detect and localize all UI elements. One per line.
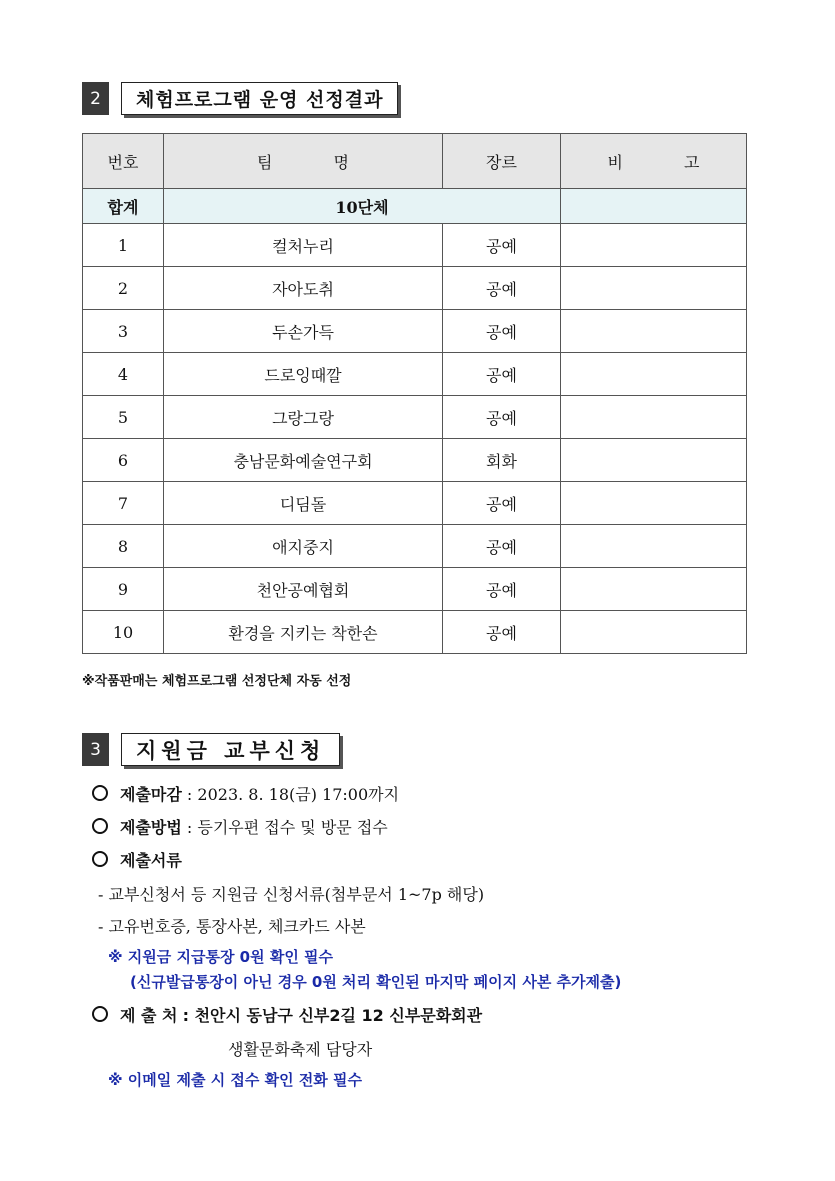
table-row <box>83 267 747 310</box>
row-team: 천안공예협회 <box>164 568 443 611</box>
submit-to-line <box>92 1003 482 1026</box>
table-row <box>83 611 747 654</box>
table-row <box>83 353 747 396</box>
email-note: ※ 이메일 제출 시 접수 확인 전화 필수 <box>108 1071 362 1089</box>
bullet-circle-icon <box>92 1006 108 1022</box>
row-team: 자아도취 <box>164 267 443 310</box>
row-team: 디딤돌 <box>164 482 443 525</box>
row-remark <box>561 611 747 654</box>
method-value: : 등기우편 접수 및 방문 접수 <box>186 818 388 837</box>
account-warning: ※ 지원금 지급통장 0원 확인 필수 <box>108 948 334 966</box>
row-remark <box>561 267 747 310</box>
account-warning-detail: (신규발급통장이 아닌 경우 0원 처리 확인된 마지막 페이지 사본 추가제출) <box>130 973 622 991</box>
section-title: 체험프로그램 운영 선정결과 <box>121 82 398 115</box>
row-team: 드로잉때깔 <box>164 353 443 396</box>
row-team: 애지중지 <box>164 525 443 568</box>
section-title: 지원금 교부신청 <box>121 733 340 766</box>
row-remark <box>561 353 747 396</box>
total-remark <box>561 189 747 224</box>
row-team: 환경을 지키는 착한손 <box>164 611 443 654</box>
row-genre: 공예 <box>443 525 561 568</box>
row-genre: 공예 <box>443 353 561 396</box>
row-no: 1 <box>83 224 164 267</box>
row-remark <box>561 525 747 568</box>
header-remark: 비 고 <box>561 134 747 189</box>
row-no: 6 <box>83 439 164 482</box>
section-3-header <box>82 733 340 766</box>
documents-line <box>92 848 182 871</box>
header-team: 팀 명 <box>164 134 443 189</box>
section-number: 3 <box>82 733 109 766</box>
submit-contact: 생활문화축제 담당자 <box>228 1040 373 1059</box>
row-no: 5 <box>83 396 164 439</box>
documents-label: 제출서류 <box>120 851 182 870</box>
row-no: 9 <box>83 568 164 611</box>
row-team: 컬처누리 <box>164 224 443 267</box>
row-genre: 공예 <box>443 396 561 439</box>
total-label: 합계 <box>83 189 164 224</box>
documents-item: - 고유번호증, 통장사본, 체크카드 사본 <box>98 917 366 936</box>
row-no: 10 <box>83 611 164 654</box>
selection-result-table <box>82 133 747 654</box>
table-row <box>83 568 747 611</box>
row-genre: 회화 <box>443 439 561 482</box>
table-row <box>83 482 747 525</box>
section-2-header <box>82 82 398 115</box>
submit-to-value: : 천안시 동남구 신부2길 12 신부문화회관 <box>182 1006 483 1025</box>
row-no: 4 <box>83 353 164 396</box>
table-row <box>83 439 747 482</box>
table-header-row <box>83 134 747 189</box>
deadline-value: : 2023. 8. 18(금) 17:00까지 <box>186 785 400 804</box>
deadline-label: 제출마감 <box>120 785 182 804</box>
row-genre: 공예 <box>443 611 561 654</box>
header-no: 번호 <box>83 134 164 189</box>
submit-to-label: 제 출 처 <box>120 1006 178 1025</box>
table-row <box>83 525 747 568</box>
bullet-circle-icon <box>92 785 108 801</box>
row-team: 두손가득 <box>164 310 443 353</box>
header-genre: 장르 <box>443 134 561 189</box>
row-genre: 공예 <box>443 310 561 353</box>
deadline-line <box>92 782 399 805</box>
row-genre: 공예 <box>443 224 561 267</box>
row-genre: 공예 <box>443 482 561 525</box>
row-remark <box>561 568 747 611</box>
row-genre: 공예 <box>443 568 561 611</box>
row-remark <box>561 396 747 439</box>
row-team: 충남문화예술연구회 <box>164 439 443 482</box>
row-team: 그랑그랑 <box>164 396 443 439</box>
section-number: 2 <box>82 82 109 115</box>
row-remark <box>561 482 747 525</box>
total-value: 10단체 <box>164 189 561 224</box>
total-row <box>83 189 747 224</box>
table-row <box>83 396 747 439</box>
row-no: 8 <box>83 525 164 568</box>
row-remark <box>561 224 747 267</box>
table-row <box>83 310 747 353</box>
bullet-circle-icon <box>92 818 108 834</box>
row-no: 3 <box>83 310 164 353</box>
row-remark <box>561 439 747 482</box>
row-genre: 공예 <box>443 267 561 310</box>
documents-item: - 교부신청서 등 지원금 신청서류(첨부문서 1~7p 해당) <box>98 885 485 904</box>
row-no: 7 <box>83 482 164 525</box>
sales-note: ※작품판매는 체험프로그램 선정단체 자동 선정 <box>82 674 352 689</box>
method-label: 제출방법 <box>120 818 182 837</box>
method-line <box>92 815 388 838</box>
bullet-circle-icon <box>92 851 108 867</box>
row-remark <box>561 310 747 353</box>
table-row <box>83 224 747 267</box>
row-no: 2 <box>83 267 164 310</box>
